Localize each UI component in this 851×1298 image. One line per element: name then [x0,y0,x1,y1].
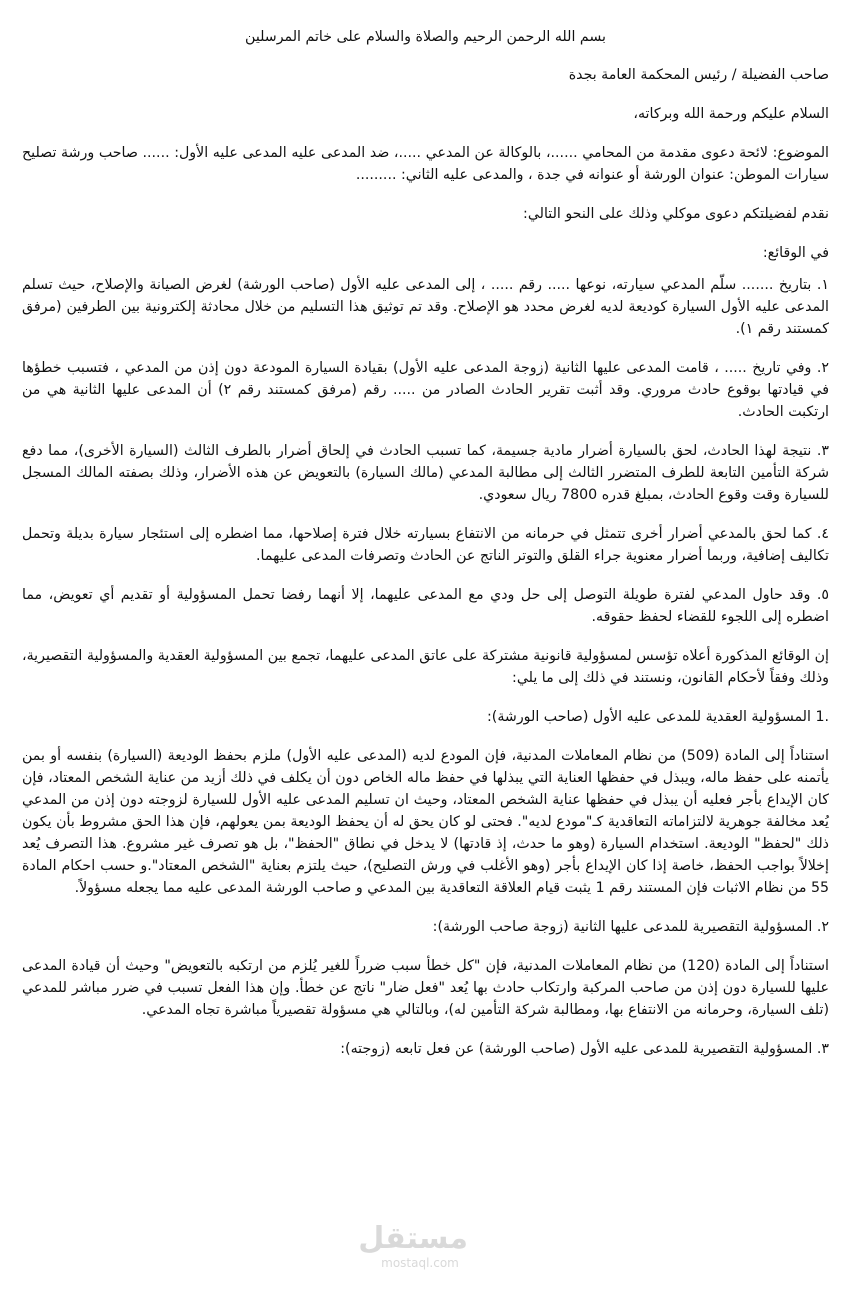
fact-item: ٥. وقد حاول المدعي لفترة طويلة التوصل إلى حل ودي مع المدعى عليهما، إلا أنهما رفضا تحمل المسؤولية أو تقديم أي تعويض، مما اضطره إلى اللجوء للقضاء لحفظ حقوقه. [22,587,829,625]
fact-item: ٤. كما لحق بالمدعي أضرار أخرى تتمثل في حرمانه من الانتفاع بسيارته خلال فترة إصلاحها، مما اضطره إلى استئجار سيارة بديلة وتحمل تكاليف إضافية، وربما أضرار معنوية جراء القلق والتوتر الناتج عن الحادث وتصرفات المدعى عليهما. [22,526,829,564]
fact-item: ١. بتاريخ ....... سلّم المدعي سيارته، نوعها ..... رقم ..... ، إلى المدعى عليه الأول (صاحب الورشة) لغرض الصيانة والإصلاح، حيث تسلم المدعى عليه الأول السيارة كوديعة لديه لغرض محدد هو الإصلاح. وقد تم توثيق هذا التسليم من خلال محادثة إلكترونية بين الطرفين (مرفق كمستند رقم ١). [22,277,829,337]
ground-heading: ٣. المسؤولية التقصيرية للمدعى عليه الأول (صاحب الورشة) عن فعل تابعه (زوجته): [340,1041,829,1057]
mostaql-watermark [358,1221,468,1270]
watermark-domain: mostaql.com [381,1256,459,1270]
facts-summary: إن الوقائع المذكورة أعلاه تؤسس لمسؤولية قانونية مشتركة على عاتق المدعى عليهما، تجمع بين المسؤولية العقدية والمسؤولية التقصيرية، وذلك وفقاً لأحكام القانون، ونستند في ذلك إلى ما يلي: [22,648,829,686]
ground-body: استناداً إلى المادة (509) من نظام المعاملات المدنية، فإن المودع لديه (المدعى عليه الأول) ملزم بحفظ الوديعة (السيارة) بنفسه أو بمن يأتمنه على حفظ ماله، ويبذل في حفظها العناية التي يبذلها في حفظ ماله الخاص دون أن يكلف في ذلك أزيد من عناية الشخص المعتاد، فإن كان الإيداع بأجر فعليه أن يبذل في حفظها عناية الشخص المعتاد، وحيث ان تسليم المدعى عليه الأول للسيارة لزوجته دون إذن من المدعي يُعد مخالفة جوهرية لالتزاماته التعاقدية كـ"مودع لديه". فحتى لو كان يحق له أن يحفظ الوديعة بمن يعولهم، فإن هذا الحق مشروط بأن يكون ذلك "لحفظ" الوديعة. استخدام السيارة (وهو ما حدث، إذ قادتها) لا يدخل في نطاق "الحفظ"، بل هو تصرف غير مشروع. هذا التصرف يُعد إخلالاً بواجب الحفظ، خاصة إذا كان الإيداع بأجر (وهو الأغلب في ورش التصليح)، حيث يلتزم بعناية "الشخص المعتاد".و حسب احكام المادة 55 من نظام الاثبات فإن المستند رقم 1 يثبت قيام العلاقة التعاقدية بين المدعي و صاحب الورشة المدعى عليه مما يجعله مسؤولاً. [22,748,829,896]
intro: نقدم لفضيلتكم دعوى موكلي وذلك على النحو التالي: [523,206,829,222]
subject: الموضوع: لائحة دعوى مقدمة من المحامي ......، بالوكالة عن المدعي .....، ضد المدعى عليه المدعى عليه الأول: ...... صاحب ورشة تصليح سيارات الموطن: عنوان الورشة أو عنوانه في جدة ، والمدعى عليه الثاني: ......... [22,145,829,183]
ground-heading: .1 المسؤولية العقدية للمدعى عليه الأول (صاحب الورشة): [487,709,829,725]
fact-item: ٢. وفي تاريخ ..... ، قامت المدعى عليها الثانية (زوجة المدعى عليه الأول) بقيادة السيارة المودعة دون إذن من المدعي ، فتسبب خطؤها في قيادتها بوقوع حادث مروري. وقد أثبت تقرير الحادث الصادر من ..... رقم (مرفق كمستند رقم ٢) أن المدعى عليها الثانية هي من ارتكبت الحادث. [22,360,829,420]
facts-heading: في الوقائع: [762,245,829,261]
addressee: صاحب الفضيلة / رئيس المحكمة العامة بجدة [568,67,829,83]
ground-body: استناداً إلى المادة (120) من نظام المعاملات المدنية، فإن "كل خطأ سبب ضرراً للغير يُلزم من ارتكبه بالتعويض" وحيث أن قيادة المدعى عليها للسيارة دون إذن من صاحب المركبة وارتكاب حادث بها يُعد "فعل ضار" ناتج عن خطأ. وإن هذا الفعل تسبب في ضرر مباشر للمدعي (تلف السيارة، وحرمانه من الانتفاع بها، ومطالبة شركة التأمين له)، وبالتالي هي مسؤولة تقصيرياً مباشرة تجاه المدعي. [22,958,829,1018]
bismillah-line: بسم الله الرحمن الرحيم والصلاة والسلام على خاتم المرسلين [245,29,606,45]
fact-item: ٣. نتيجة لهذا الحادث، لحق بالسيارة أضرار مادية جسيمة، كما تسبب الحادث في إلحاق أضرار بالطرف الثالث (السيارة الأخرى)، مما دفع شركة التأمين التابعة للطرف المتضرر الثالث إلى مطالبة المدعي (مالك السيارة) بالتعويض عن هذه الأضرار، وذلك بصفته المالك المسجل للسيارة وقت وقوع الحادث، بمبلغ قدره 7800 ريال سعودي. [22,443,829,503]
ground-heading: ٢. المسؤولية التقصيرية للمدعى عليها الثانية (زوجة صاحب الورشة): [432,919,829,935]
greeting: السلام عليكم ورحمة الله وبركاته، [633,106,829,122]
watermark-logo-text: مستقل [358,1221,468,1256]
